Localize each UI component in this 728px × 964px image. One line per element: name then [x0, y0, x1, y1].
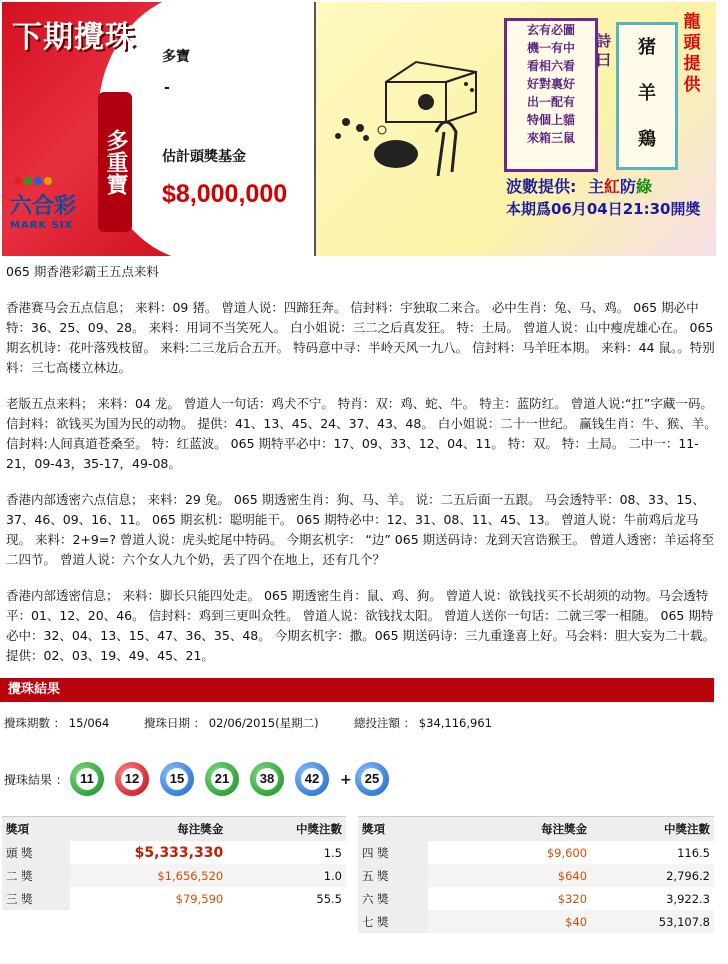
prize-name: 頭 獎 — [2, 841, 70, 864]
prize-table-left — [2, 816, 346, 910]
prize-name: 三 獎 — [2, 887, 70, 910]
prize-amount: $640 — [428, 864, 591, 887]
ball-number: 42 — [301, 768, 323, 790]
result-ball — [205, 762, 239, 796]
article-heading: 065 期香港彩霸王五点来料 — [6, 264, 159, 279]
header-prize: 獎項 — [358, 817, 428, 842]
zodiac-item: 羊 — [638, 83, 656, 104]
prize-count: 53,107.8 — [591, 910, 714, 933]
prize-count: 55.5 — [316, 891, 342, 906]
result-ball — [160, 762, 194, 796]
header-count: 中獎注數 — [227, 817, 346, 842]
draw-date: 攪珠日期 ： 02/06/2015(星期二) — [144, 716, 319, 730]
article-paragraph: 老版五点来料； 来料：04 龙。 曾道人一句话：鸡犬不宁。 特肖：双：鸡、蛇、牛。 特主：蓝防红。 曾道人说:“扛”字藏一码。信封料：欲钱买为国为民的动物。 提供：41、13、45、24、37、43、48。 白小姐说：二十一世纪。 赢钱生肖：牛、猴、羊。 信封料:人间真道苍桑至。 特：红蓝波。 065 期特平必中：17、09、33、12、04、11。 特：双。 特：土局。 二中一：11-21，09-43，35-17，49-08。 — [6, 396, 717, 471]
poem-line: 來箱三鼠 — [526, 131, 575, 145]
mark-six-logo — [10, 170, 92, 250]
draw-time-text: 本期爲06月04日21:30開奬 — [506, 200, 701, 218]
multi-prize-badge: 多重寶 — [98, 92, 132, 232]
provider-prefix: 波數提供 — [506, 177, 571, 196]
zodiac-box — [616, 22, 678, 170]
result-ball — [250, 762, 284, 796]
logo-chinese-text: 六合彩 — [10, 194, 77, 219]
prize-count: 1.0 — [227, 864, 346, 887]
ball-number: 38 — [256, 768, 278, 790]
ball-number: 12 — [121, 768, 143, 790]
table-row — [358, 864, 714, 887]
next-draw-title: 下期攪珠 — [12, 20, 136, 55]
provider-main: 主 — [588, 177, 605, 196]
table-row — [358, 910, 714, 933]
prize-count: 116.5 — [677, 845, 710, 860]
dragon-provider-text: 龍頭提供 — [683, 12, 701, 95]
poem-line: 玄有必圖 — [526, 23, 575, 37]
poem-line: 出一配有 — [526, 95, 575, 109]
multi-draw-label: 多寶 — [162, 49, 190, 65]
header-amount: 每注獎金 — [428, 817, 591, 842]
prize-amount: $1,656,520 — [70, 864, 228, 887]
prize-amount: $9,600 — [546, 845, 588, 860]
prize-count: 3,922.3 — [666, 891, 710, 906]
ball-number: 25 — [361, 768, 383, 790]
prize-name: 六 獎 — [358, 887, 428, 910]
prize-amount: $40 — [428, 910, 591, 933]
plus-sign: + — [340, 772, 352, 788]
logo-english-text: MARK SIX — [10, 220, 74, 231]
table-row — [358, 887, 714, 910]
prize-count: 2,796.2 — [591, 864, 714, 887]
table-row — [358, 841, 714, 864]
poem-line: 特個上貓 — [526, 113, 575, 127]
article-body — [6, 262, 718, 666]
result-ball — [70, 762, 104, 796]
poem-line: 看相六看 — [526, 59, 575, 73]
prize-amount: $79,590 — [175, 891, 224, 906]
poem-title: 詩曰 — [596, 32, 612, 69]
prize-name: 五 獎 — [358, 864, 428, 887]
poem-clue-banner[interactable] — [314, 2, 716, 256]
article-paragraph: 香港赛马会五点信息； 来料：09 猪。 曾道人说：四蹄狂奔。 信封料：宇独取二来合。 必中生肖：兔、马、鸡。 065 期必中特：36、25、09、28。 来料：用词不当笑死人。 白小姐说：三二之后真发狂。 特：土局。 曾道人说：山中瘦虎雄心在。 065 期玄机诗：花叶落残枝留。 来料:二三龙后合五开。 特码意中寻：半岭天风一九八。 信封料：马羊旺本期。 来料：44 鼠。。特别料：三七高楼立林边。 — [6, 300, 715, 375]
mark-six-next-draw-banner[interactable] — [2, 2, 302, 256]
table-row — [2, 864, 346, 887]
zodiac-item: 猪 — [638, 37, 656, 58]
header-amount: 每注獎金 — [70, 817, 228, 842]
special-ball — [355, 762, 389, 796]
ball-number: 21 — [211, 768, 233, 790]
poem-line: 好對裏好 — [526, 77, 575, 91]
poem-line: 機一有中 — [526, 41, 575, 55]
sketch-illustration-icon — [326, 42, 496, 222]
prize-name: 七 獎 — [358, 910, 428, 933]
number-provider-line — [506, 174, 652, 197]
provider-colon: : — [570, 177, 577, 196]
multi-draw-value: - — [164, 80, 170, 96]
table-row — [2, 841, 346, 864]
total-turnover: 總投注額 ： $34,116,961 — [354, 716, 492, 730]
prize-amount: $5,333,330 — [134, 844, 224, 861]
jackpot-amount: $8,000,000 — [162, 180, 288, 208]
prize-amount: $320 — [557, 891, 588, 906]
ball-number: 15 — [166, 768, 188, 790]
prize-table-right — [358, 816, 714, 933]
provider-defend: 防 — [620, 177, 637, 196]
prize-count: 1.5 — [323, 845, 342, 860]
provider-red: 紅 — [604, 177, 621, 196]
prize-name: 四 獎 — [358, 841, 428, 864]
provider-green: 綠 — [636, 177, 653, 196]
table-row — [2, 887, 346, 910]
balls-label: 攪珠結果 ： — [4, 773, 68, 787]
header-prize: 獎項 — [2, 817, 70, 842]
article-paragraph: 香港内部透密信息； 来料：脚长只能四处走。 065 期透密生肖：鼠、鸡、狗。 曾道人说：欲钱找买不长胡须的动物。马会透特平：01、12、20、46。 信封料：鸡到三更叫众牲。 曾道人说：欲钱找太阳。 曾道人送你一句话：二就三零一相随。 065 期特必中：32、04、13、15、47、36、35、48。 今期玄机字：撒。065 期送码诗：三九重逢喜上好。马会料：胆大妄为二十载。 提供：02、03、19、49、45、21。 — [6, 588, 716, 663]
zodiac-item: 鶏 — [638, 129, 656, 150]
jackpot-label: 估計頭獎基金 — [162, 149, 246, 165]
poem-box — [504, 18, 598, 172]
result-ball — [295, 762, 329, 796]
logo-dots-icon — [14, 170, 92, 189]
header-count: 中獎注數 — [591, 817, 714, 842]
ball-number: 11 — [76, 768, 98, 790]
prize-name: 二 獎 — [2, 864, 70, 887]
result-ball — [115, 762, 149, 796]
article-paragraph: 香港内部透密六点信息； 来料：29 兔。 065 期透密生肖：狗、马、羊。 说：二五后面一五跟。 马会透特平：08、33、15、37、46、09、16、11。 065 期玄机：聪明能干。 065 期特必中：12、31、08、11、45、13。 曾道人说：牛前鸡后龙马现。 来料：2+9=? 曾道人说：虎头蛇尾中特码。 今期玄机字： “边” 065 期送码诗：龙到天宫诰猴王。 曾道人透密：羊运将至二四节。 曾道人说：六个女人九个奶，丢了四个在地上，还有几个？ — [6, 492, 715, 567]
draw-number: 攪珠期數 ： 15/064 — [4, 716, 110, 730]
draw-results-header: 攪珠結果 — [0, 678, 714, 702]
